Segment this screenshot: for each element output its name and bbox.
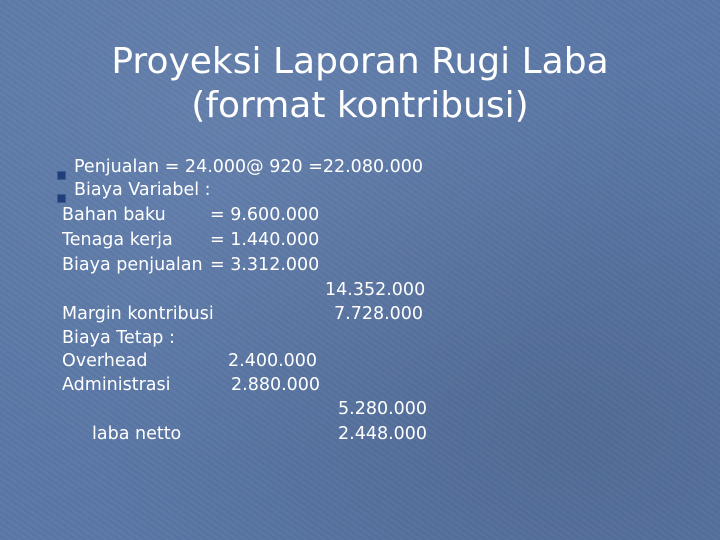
overhead-value: 2.400.000 [228,351,318,371]
bahan-baku-value: = 9.600.000 [210,205,320,225]
penjualan-line: Penjualan = 24.000@ 920 =22.080.000 [74,157,424,177]
administrasi-label: Administrasi [62,375,171,395]
overhead-label: Overhead [62,351,148,371]
square-bullet-icon [57,171,66,180]
square-bullet-icon [57,194,66,203]
biaya-penjualan-value: = 3.312.000 [210,255,320,275]
tenaga-kerja-label: Tenaga kerja [62,230,173,250]
total-variabel-value: 14.352.000 [325,280,426,300]
administrasi-value: 2.880.000 [231,375,321,395]
bahan-baku-label: Bahan baku [62,205,166,225]
tenaga-kerja-value: = 1.440.000 [210,230,320,250]
slide-title-line-2: (format kontribusi) [191,85,529,126]
laba-netto-label: laba netto [92,424,182,444]
biaya-penjualan-label: Biaya penjualan [62,255,203,275]
margin-kontribusi-label: Margin kontribusi [62,304,214,324]
total-tetap-value: 5.280.000 [338,399,428,419]
slide-title-line-1: Proyeksi Laporan Rugi Laba [111,41,609,82]
laba-netto-value: 2.448.000 [338,424,428,444]
biaya-tetap-heading: Biaya Tetap : [62,328,175,348]
margin-kontribusi-value: 7.728.000 [334,304,424,324]
biaya-variabel-heading: Biaya Variabel : [74,180,211,200]
